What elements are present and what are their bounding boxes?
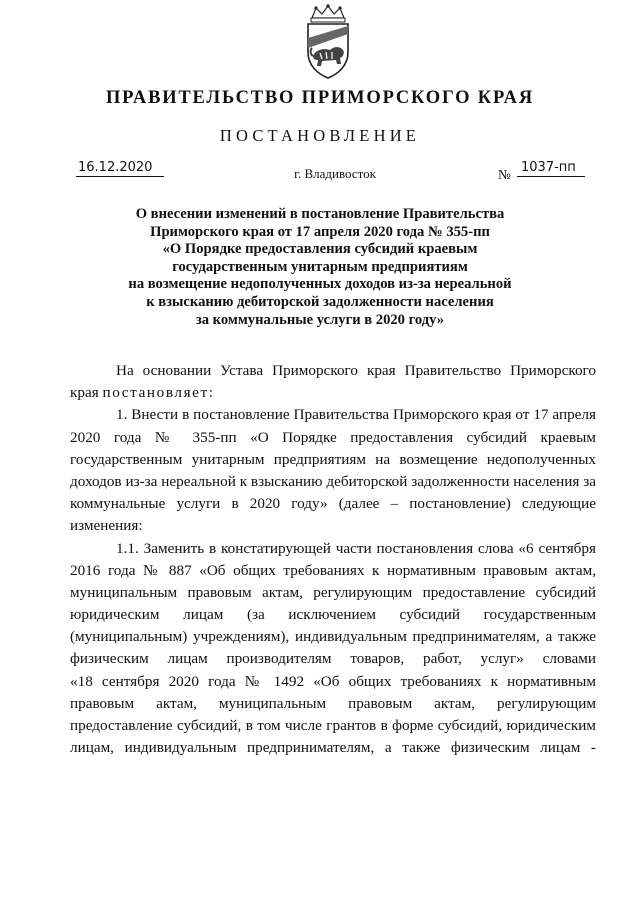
intro-line bbox=[70, 382, 596, 404]
government-title: ПРАВИТЕЛЬСТВО ПРИМОРСКОГО КРАЯ bbox=[105, 88, 534, 108]
document-body bbox=[70, 360, 596, 759]
paragraph-line: государственным унитарным предприятиям на возмещение недополученных bbox=[70, 450, 596, 468]
paragraph-line: коммунальные услуги в 2020 году» (далее – постановление) следующие bbox=[70, 495, 596, 513]
intro-word: края bbox=[70, 384, 99, 402]
heading-line: за коммунальные услуги в 2020 году» bbox=[195, 311, 445, 328]
paragraph-line: муниципальным правовым актам, регулирующим предоставление субсидий bbox=[70, 583, 596, 601]
paragraph-line: доходов из-за нереальной к взысканию дебиторской задолженности населения за bbox=[70, 472, 596, 490]
paragraph-line: правовым актам, муниципальным правовым актам, регулирующим bbox=[70, 694, 596, 712]
document-heading bbox=[110, 206, 530, 329]
paragraph-line: 2016 года № 887 «Об общих требованиях к нормативным правовым актам, bbox=[70, 561, 596, 579]
heading-line: на возмещение недополученных доходов из-за нереальной bbox=[128, 276, 512, 293]
document-date: 16.12.2020 bbox=[76, 160, 164, 177]
heading-line: Приморского края от 17 апреля 2020 года № 355-пп bbox=[150, 223, 490, 240]
document-type: ПОСТАНОВЛЕНИЕ bbox=[219, 126, 421, 145]
paragraph-line: 1. Внести в постановление Правительства Приморского края от 17 апреля bbox=[116, 406, 596, 424]
heading-line: к взысканию дебиторской задолженности населения bbox=[146, 293, 494, 310]
paragraph-line: 1.1. Заменить в констатирующей части постановления слова «6 сентября bbox=[116, 539, 596, 557]
paragraph-line: (муниципальным) учреждениям), индивидуальным предпринимателям, а также bbox=[70, 628, 596, 646]
document-number: 1037-пп bbox=[517, 160, 585, 177]
heading-line: О внесении изменений в постановление Правительства bbox=[135, 206, 505, 222]
coat-of-arms-icon bbox=[298, 4, 358, 80]
paragraph-line: «18 сентября 2020 года № 1492 «Об общих требованиях к нормативным bbox=[70, 672, 596, 690]
document-city: г. Владивосток bbox=[294, 166, 376, 181]
paragraph-line: 2020 года № 355-пп «О Порядке предоставления субсидий краевым bbox=[70, 428, 596, 446]
paragraph-line: юридическим лицам (за исключением субсидий государственным bbox=[70, 606, 596, 624]
paragraph-line: изменения: bbox=[70, 517, 143, 535]
paragraph-line: лицам, индивидуальным предпринимателям, а также физическим лицам - bbox=[70, 739, 596, 757]
heading-line: государственным унитарным предприятиям bbox=[172, 258, 468, 275]
resolves-word: постановляет: bbox=[102, 384, 215, 402]
heading-line: «О Порядке предоставления субсидий краевым bbox=[162, 241, 478, 258]
intro-line: На основании Устава Приморского края Правительство Приморского bbox=[116, 362, 596, 379]
paragraph-line: предоставление субсидий, в том числе грантов в форме субсидий, юридическим bbox=[70, 717, 596, 734]
number-sign: № bbox=[498, 167, 511, 182]
paragraph-line: физическим лицам производителям товаров, работ, услуг» словами bbox=[70, 650, 596, 668]
